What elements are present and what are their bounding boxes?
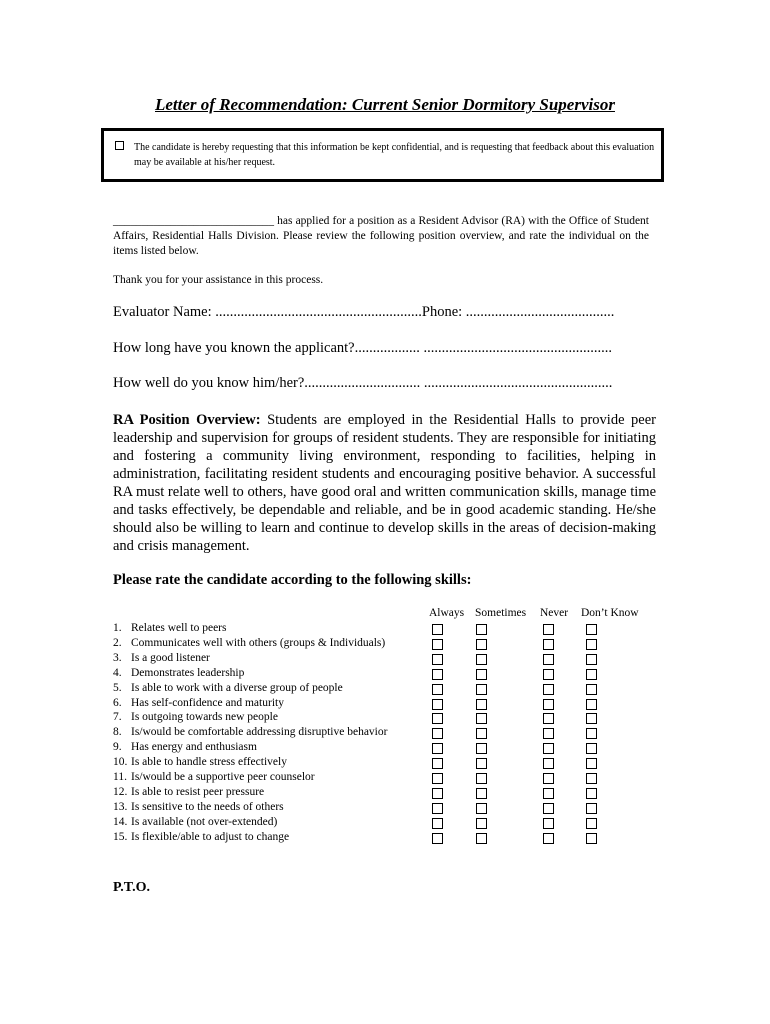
intro-paragraph bbox=[113, 214, 649, 259]
rating-checkbox-dont-know[interactable] bbox=[586, 788, 597, 799]
rating-checkbox-dont-know[interactable] bbox=[586, 654, 597, 665]
rating-checkbox-sometimes[interactable] bbox=[476, 788, 487, 799]
skill-row bbox=[113, 756, 287, 768]
skill-label: Is sensitive to the needs of others bbox=[131, 800, 284, 813]
skill-label: Is/would be a supportive peer counselor bbox=[131, 771, 315, 783]
skill-row bbox=[113, 622, 226, 634]
skill-number: 5. bbox=[113, 681, 122, 694]
rating-checkbox-sometimes[interactable] bbox=[476, 818, 487, 829]
skill-label: Is available (not over-extended) bbox=[131, 815, 278, 828]
skill-label: Is a good listener bbox=[131, 651, 210, 664]
rating-checkbox-dont-know[interactable] bbox=[586, 684, 597, 695]
known-how-long-field[interactable]: How long have you known the applicant?.................. .................................................... bbox=[113, 340, 612, 356]
skill-label: Is flexible/able to adjust to change bbox=[131, 830, 290, 843]
rating-checkbox-never[interactable] bbox=[543, 803, 554, 814]
rating-checkbox-sometimes[interactable] bbox=[476, 773, 487, 784]
skill-number: 8. bbox=[113, 726, 122, 739]
skill-label: Relates well to peers bbox=[131, 622, 227, 634]
rating-checkbox-always[interactable] bbox=[432, 669, 443, 680]
pto-label: P.T.O. bbox=[113, 880, 150, 895]
column-header-always: Always bbox=[429, 607, 465, 619]
column-header-never: Never bbox=[540, 607, 569, 619]
rating-checkbox-sometimes[interactable] bbox=[476, 803, 487, 814]
intro-text: has applied for a position as a Resident Advisor (RA) with the Office of Student Affairs, Residential Halls Division. Please review the following position overview, and rate the individual on the items listed below. bbox=[113, 215, 649, 257]
overview-label: RA Position Overview: bbox=[113, 412, 261, 428]
rating-checkbox-always[interactable] bbox=[432, 654, 443, 665]
skill-row bbox=[113, 682, 343, 694]
rating-checkbox-sometimes[interactable] bbox=[476, 699, 487, 710]
skill-label: Is able to handle stress effectively bbox=[131, 756, 287, 769]
rating-checkbox-always[interactable] bbox=[432, 743, 443, 754]
skill-row bbox=[113, 667, 244, 679]
skill-label: Communicates well with others (groups & Individuals) bbox=[131, 636, 386, 649]
rating-checkbox-always[interactable] bbox=[432, 773, 443, 784]
skill-number: 9. bbox=[113, 741, 122, 754]
rating-checkbox-always[interactable] bbox=[432, 758, 443, 769]
rating-checkbox-dont-know[interactable] bbox=[586, 639, 597, 650]
skill-label: Demonstrates leadership bbox=[131, 666, 245, 679]
rating-checkbox-never[interactable] bbox=[543, 728, 554, 739]
confidential-text: The candidate is hereby requesting that this information be kept confidential, and is requesting that feedback about this evaluation may be available at his/her request. bbox=[134, 142, 655, 168]
rating-checkbox-sometimes[interactable] bbox=[476, 654, 487, 665]
skill-label: Has self-confidence and maturity bbox=[131, 696, 284, 709]
rating-checkbox-dont-know[interactable] bbox=[586, 669, 597, 680]
rating-checkbox-always[interactable] bbox=[432, 818, 443, 829]
skill-number: 11. bbox=[113, 771, 127, 783]
rating-checkbox-always[interactable] bbox=[432, 803, 443, 814]
rating-checkbox-dont-know[interactable] bbox=[586, 833, 597, 844]
skill-label: Is able to work with a diverse group of people bbox=[131, 681, 343, 694]
skill-number: 14. bbox=[113, 815, 128, 828]
rating-checkbox-never[interactable] bbox=[543, 669, 554, 680]
rating-checkbox-sometimes[interactable] bbox=[476, 758, 487, 769]
rating-checkbox-sometimes[interactable] bbox=[476, 728, 487, 739]
rating-checkbox-dont-know[interactable] bbox=[586, 713, 597, 724]
evaluator-name-phone-field[interactable]: Evaluator Name: .........................................................Phone: ......................................... bbox=[113, 304, 615, 320]
rating-checkbox-dont-know[interactable] bbox=[586, 699, 597, 710]
ra-position-overview bbox=[113, 411, 656, 555]
confidential-checkbox[interactable] bbox=[115, 141, 124, 150]
rating-checkbox-never[interactable] bbox=[543, 624, 554, 635]
rating-checkbox-dont-know[interactable] bbox=[586, 743, 597, 754]
rating-checkbox-always[interactable] bbox=[432, 624, 443, 635]
skill-number: 2. bbox=[113, 636, 122, 649]
rating-checkbox-dont-know[interactable] bbox=[586, 818, 597, 829]
skill-row bbox=[113, 711, 278, 723]
rating-checkbox-always[interactable] bbox=[432, 699, 443, 710]
skill-label: Is/would be comfortable addressing disruptive behavior bbox=[131, 726, 388, 739]
rating-checkbox-never[interactable] bbox=[543, 699, 554, 710]
skill-number: 12. bbox=[113, 785, 128, 798]
skill-row bbox=[113, 652, 210, 664]
rating-checkbox-sometimes[interactable] bbox=[476, 684, 487, 695]
rating-checkbox-dont-know[interactable] bbox=[586, 773, 597, 784]
rating-checkbox-never[interactable] bbox=[543, 654, 554, 665]
column-header-dont-know: Don’t Know bbox=[581, 607, 639, 619]
column-header-sometimes: Sometimes bbox=[475, 607, 527, 619]
skill-row bbox=[113, 786, 264, 798]
thanks-text: Thank you for your assistance in this process. bbox=[113, 274, 324, 286]
rating-checkbox-dont-know[interactable] bbox=[586, 624, 597, 635]
skill-row bbox=[113, 697, 284, 709]
rating-checkbox-never[interactable] bbox=[543, 818, 554, 829]
rating-checkbox-always[interactable] bbox=[432, 713, 443, 724]
skill-number: 7. bbox=[113, 711, 122, 724]
rating-checkbox-dont-know[interactable] bbox=[586, 728, 597, 739]
skill-number: 1. bbox=[113, 622, 122, 634]
rating-checkbox-never[interactable] bbox=[543, 713, 554, 724]
skill-number: 4. bbox=[113, 666, 122, 679]
rating-checkbox-dont-know[interactable] bbox=[586, 803, 597, 814]
skill-label: Is able to resist peer pressure bbox=[131, 785, 265, 798]
skill-number: 3. bbox=[113, 651, 122, 664]
rating-checkbox-never[interactable] bbox=[543, 743, 554, 754]
rating-checkbox-sometimes[interactable] bbox=[476, 713, 487, 724]
rating-checkbox-never[interactable] bbox=[543, 833, 554, 844]
rating-checkbox-sometimes[interactable] bbox=[476, 743, 487, 754]
skill-row bbox=[113, 726, 387, 738]
rating-checkbox-sometimes[interactable] bbox=[476, 669, 487, 680]
rating-checkbox-always[interactable] bbox=[432, 728, 443, 739]
applicant-name-blank[interactable]: ____________________________ bbox=[113, 215, 274, 227]
overview-text: Students are employed in the Residential Halls to provide peer leadership and supervision for groups of resident students. They are responsible for initiating and fostering a community living environment, responding to facilities, helping in administration, facilitating resident students and encouraging positive behavior. A successful RA must relate well to others, have good oral and written communication skills, manage time and tasks effectively, be dependable and reliable, and be in good academic standing. He/she should also be willing to learn and continue to develop skills in the areas of decision-making and crisis management. bbox=[113, 412, 656, 554]
skill-label: Has energy and enthusiasm bbox=[131, 741, 257, 754]
page-title: Letter of Recommendation: Current Senior Dormitory Supervisor bbox=[155, 95, 615, 114]
rating-checkbox-dont-know[interactable] bbox=[586, 758, 597, 769]
skill-row bbox=[113, 816, 277, 828]
rating-checkbox-always[interactable] bbox=[432, 833, 443, 844]
rating-checkbox-sometimes[interactable] bbox=[476, 833, 487, 844]
skill-number: 15. bbox=[113, 830, 128, 843]
rating-checkbox-always[interactable] bbox=[432, 639, 443, 650]
skill-number: 10. bbox=[113, 756, 128, 769]
rating-heading: Please rate the candidate according to the following skills: bbox=[113, 572, 472, 588]
skill-row bbox=[113, 801, 284, 813]
known-how-well-field[interactable]: How well do you know him/her?................................ .................................................... bbox=[113, 375, 613, 391]
rating-checkbox-always[interactable] bbox=[432, 684, 443, 695]
skill-row bbox=[113, 741, 257, 753]
rating-checkbox-never[interactable] bbox=[543, 773, 554, 784]
skill-number: 6. bbox=[113, 696, 122, 709]
skill-row bbox=[113, 771, 315, 783]
rating-checkbox-sometimes[interactable] bbox=[476, 624, 487, 635]
rating-checkbox-never[interactable] bbox=[543, 758, 554, 769]
skill-label: Is outgoing towards new people bbox=[131, 711, 278, 724]
rating-checkbox-never[interactable] bbox=[543, 684, 554, 695]
skill-number: 13. bbox=[113, 800, 128, 813]
rating-checkbox-always[interactable] bbox=[432, 788, 443, 799]
confidentiality-box bbox=[101, 128, 664, 182]
rating-checkbox-never[interactable] bbox=[543, 639, 554, 650]
rating-checkbox-sometimes[interactable] bbox=[476, 639, 487, 650]
skill-row bbox=[113, 831, 289, 843]
skill-row bbox=[113, 637, 385, 649]
rating-checkbox-never[interactable] bbox=[543, 788, 554, 799]
